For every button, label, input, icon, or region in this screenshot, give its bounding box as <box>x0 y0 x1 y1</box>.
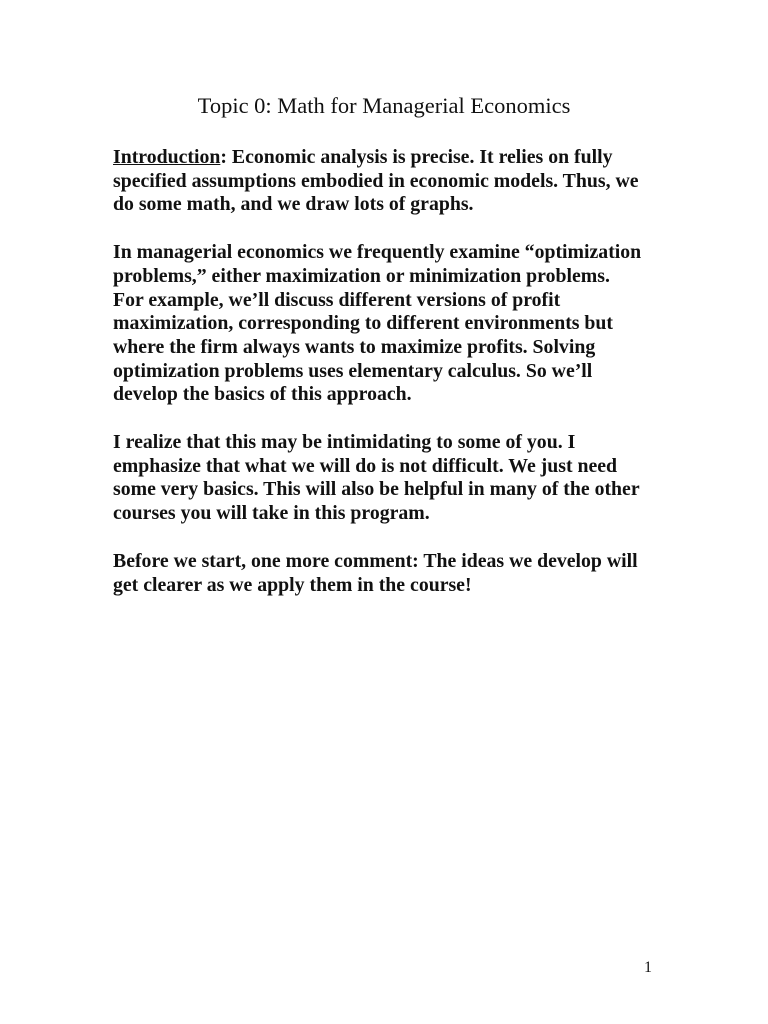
paragraph-line: do some math, and we draw lots of graphs. <box>113 193 474 216</box>
paragraph-line: where the firm always wants to maximize profits. Solving <box>113 335 596 358</box>
paragraph-before-we-start <box>113 550 673 597</box>
paragraph-introduction <box>113 146 673 217</box>
paragraph-line: some very basics. This will also be helpful in many of the other <box>113 478 640 501</box>
paragraph-line: courses you will take in this program. <box>113 502 430 525</box>
paragraph-line: maximization, corresponding to different environments but <box>113 312 614 335</box>
paragraph-intimidating <box>113 431 673 526</box>
paragraph-line: problems,” either maximization or minimization problems. <box>113 264 610 287</box>
paragraph-line: For example, we’ll discuss different versions of profit <box>113 288 561 311</box>
paragraph-line <box>113 146 673 170</box>
introduction-label: Introduction <box>113 146 221 168</box>
paragraph-line: specified assumptions embodied in economic models. Thus, we <box>113 169 639 192</box>
paragraph-line: I realize that this may be intimidating to some of you. I <box>113 431 576 454</box>
paragraph-line: emphasize that what we will do is not difficult. We just need <box>113 454 618 477</box>
paragraph-line: get clearer as we apply them in the course! <box>113 573 472 596</box>
paragraph-line: optimization problems uses elementary calculus. So we’ll <box>113 359 593 382</box>
paragraph-line-text: : Economic analysis is precise. It relies on fully <box>220 146 613 168</box>
document-body <box>113 146 673 621</box>
paragraph-line: develop the basics of this approach. <box>113 383 412 406</box>
paragraph-line: In managerial economics we frequently examine “optimization <box>113 241 642 264</box>
paragraph-line: Before we start, one more comment: The ideas we develop will <box>113 549 638 572</box>
page-number: 1 <box>644 959 652 976</box>
document-title: Topic 0: Math for Managerial Economics <box>197 93 571 118</box>
paragraph-optimization <box>113 241 673 407</box>
